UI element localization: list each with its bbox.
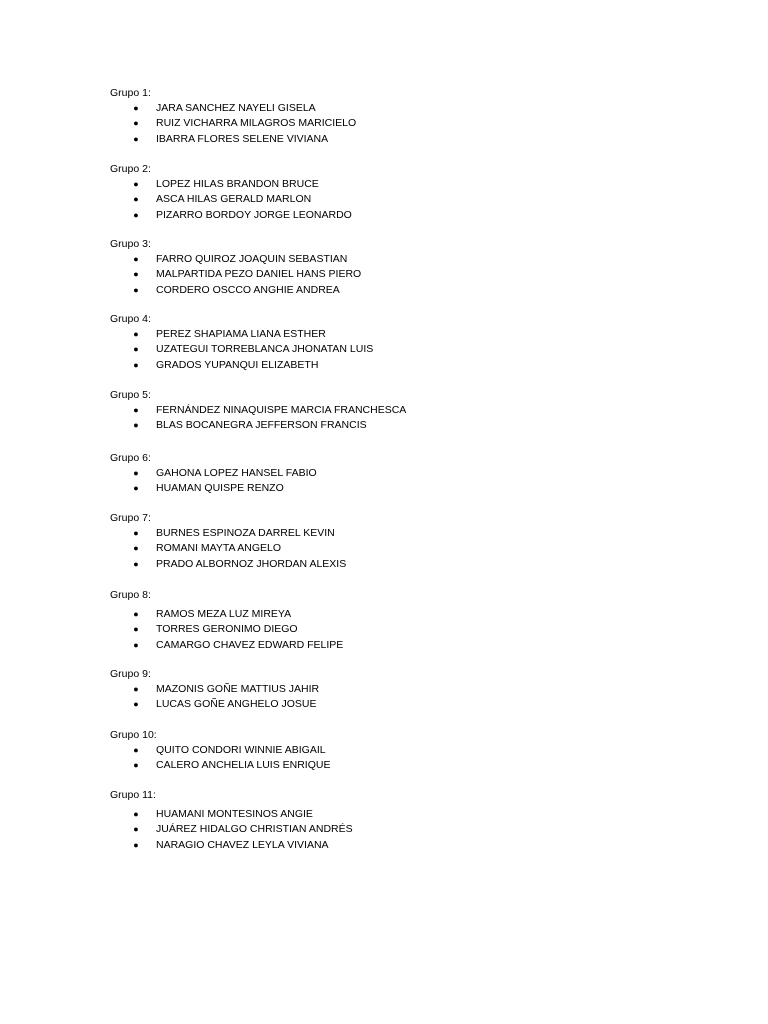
- list-item: [110, 252, 710, 267]
- group-title: Grupo 2:: [110, 163, 151, 175]
- list-item: [110, 327, 710, 342]
- member-name: GRADOS YUPANQUI ELIZABETH: [156, 358, 319, 371]
- member-name: GAHONA LOPEZ HANSEL FABIO: [156, 467, 317, 479]
- list-item: [110, 807, 710, 822]
- group-6: [110, 451, 710, 497]
- bullet-icon: ●: [133, 639, 139, 650]
- member-list: [110, 466, 710, 497]
- list-item: [110, 342, 710, 357]
- bullet-icon: ●: [133, 745, 139, 755]
- member-list: [110, 743, 710, 774]
- member-name: JARA SANCHEZ NAYELI GISELA: [156, 102, 316, 114]
- list-item: [110, 682, 710, 697]
- member-name: IBARRA FLORES SELENE VIVIANA: [156, 132, 329, 145]
- member-name: ASCA HILAS GERALD MARLON: [156, 193, 312, 206]
- member-name: QUITO CONDORI WINNIE ABIGAIL: [156, 744, 326, 756]
- member-name: MALPARTIDA PEZO DANIEL HANS PIERO: [156, 268, 362, 281]
- member-name: PIZARRO BORDOY JORGE LEONARDO: [156, 208, 352, 221]
- list-item: [110, 622, 710, 637]
- bullet-icon: ●: [133, 558, 139, 569]
- member-list: [110, 526, 710, 572]
- member-list: [110, 177, 710, 223]
- bullet-icon: ●: [133, 468, 139, 478]
- member-name: HUAMANI MONTESINOS ANGIE: [156, 808, 313, 820]
- member-list: [110, 101, 710, 147]
- list-item: [110, 177, 710, 192]
- bullet-icon: ●: [133, 209, 139, 220]
- bullet-icon: ●: [133, 624, 139, 635]
- member-name: RUIZ VICHARRA MILAGROS MARICIELO: [156, 117, 357, 130]
- group-title: Grupo 10:: [110, 729, 157, 741]
- member-name: FERNÁNDEZ NINAQUISPE MARCIA FRANCHESCA: [156, 404, 407, 416]
- member-list: [110, 682, 710, 713]
- group-title: Grupo 5:: [110, 389, 151, 401]
- group-title: Grupo 6:: [110, 452, 151, 464]
- member-name: BURNES ESPINOZA DARREL KEVIN: [156, 527, 335, 539]
- bullet-icon: ●: [133, 284, 139, 295]
- bullet-icon: ●: [133, 483, 139, 494]
- list-item: [110, 822, 710, 837]
- group-5: [110, 388, 710, 434]
- member-name: HUAMAN QUISPE RENZO: [156, 482, 284, 495]
- list-item: [110, 267, 710, 282]
- member-name: NARAGIO CHAVEZ LEYLA VIVIANA: [156, 838, 329, 851]
- member-name: CALERO ANCHELIA LUIS ENRIQUE: [156, 759, 331, 772]
- bullet-icon: ●: [133, 329, 139, 339]
- member-name: UZATEGUI TORREBLANCA JHONATAN LUIS: [156, 343, 374, 356]
- list-item: [110, 838, 710, 853]
- bullet-icon: ●: [133, 118, 139, 129]
- list-item: [110, 557, 710, 572]
- list-item: [110, 481, 710, 496]
- list-item: [110, 101, 710, 116]
- list-item: [110, 758, 710, 773]
- bullet-icon: ●: [133, 699, 139, 710]
- bullet-icon: ●: [133, 359, 139, 370]
- member-list: [110, 252, 710, 298]
- group-title: Grupo 4:: [110, 313, 151, 325]
- member-name: LOPEZ HILAS BRANDON BRUCE: [156, 178, 319, 190]
- bullet-icon: ●: [133, 344, 139, 355]
- group-title: Grupo 3:: [110, 238, 151, 250]
- bullet-icon: ●: [133, 405, 139, 415]
- bullet-icon: ●: [133, 839, 139, 850]
- list-item: [110, 526, 710, 541]
- member-list: [110, 327, 710, 373]
- bullet-icon: ●: [133, 543, 139, 554]
- bullet-icon: ●: [133, 103, 139, 113]
- bullet-icon: ●: [133, 684, 139, 694]
- list-item: [110, 358, 710, 373]
- member-list: [110, 403, 710, 434]
- group-2: [110, 162, 710, 223]
- bullet-icon: ●: [133, 528, 139, 538]
- member-name: CORDERO OSCCO ANGHIE ANDREA: [156, 283, 340, 296]
- list-item: [110, 697, 710, 712]
- group-4: [110, 312, 710, 373]
- bullet-icon: ●: [133, 609, 139, 619]
- list-item: [110, 743, 710, 758]
- bullet-icon: ●: [133, 420, 139, 431]
- bullet-icon: ●: [133, 760, 139, 771]
- list-item: [110, 403, 710, 418]
- list-item: [110, 541, 710, 556]
- member-name: FARRO QUIROZ JOAQUIN SEBASTIAN: [156, 253, 348, 265]
- group-title: Grupo 9:: [110, 668, 151, 680]
- bullet-icon: ●: [133, 194, 139, 205]
- member-name: PRADO ALBORNOZ JHORDAN ALEXIS: [156, 557, 347, 570]
- list-item: [110, 638, 710, 653]
- member-list: [110, 607, 710, 653]
- list-item: [110, 208, 710, 223]
- member-name: MAZONIS GOÑE MATTIUS JAHIR: [156, 683, 320, 695]
- group-title: Grupo 11:: [110, 789, 156, 801]
- bullet-icon: ●: [133, 824, 139, 835]
- list-item: [110, 132, 710, 147]
- list-item: [110, 607, 710, 622]
- member-name: JUÁREZ HIDALGO CHRISTIAN ANDRÉS: [156, 823, 353, 836]
- group-title: Grupo 7:: [110, 512, 151, 524]
- member-name: ROMANI MAYTA ANGELO: [156, 542, 282, 555]
- list-item: [110, 116, 710, 131]
- group-9: [110, 667, 710, 713]
- list-item: [110, 283, 710, 298]
- bullet-icon: ●: [133, 269, 139, 280]
- member-name: LUCAS GOÑE ANGHELO JOSUE: [156, 698, 317, 711]
- group-title: Grupo 1:: [110, 87, 151, 99]
- member-name: BLAS BOCANEGRA JEFFERSON FRANCIS: [156, 419, 367, 432]
- group-title: Grupo 8:: [110, 589, 151, 601]
- member-name: RAMOS MEZA LUZ MIREYA: [156, 608, 292, 620]
- group-1: [110, 86, 710, 147]
- member-name: TORRES GERONIMO DIEGO: [156, 623, 298, 636]
- group-8: [110, 588, 710, 653]
- bullet-icon: ●: [133, 809, 139, 819]
- group-11: [110, 788, 710, 853]
- list-item: [110, 192, 710, 207]
- member-name: CAMARGO CHAVEZ EDWARD FELIPE: [156, 638, 344, 651]
- bullet-icon: ●: [133, 254, 139, 264]
- group-3: [110, 237, 710, 298]
- list-item: [110, 418, 710, 433]
- bullet-icon: ●: [133, 133, 139, 144]
- group-10: [110, 728, 710, 774]
- member-list: [110, 807, 710, 853]
- bullet-icon: ●: [133, 179, 139, 189]
- member-name: PEREZ SHAPIAMA LIANA ESTHER: [156, 328, 326, 340]
- list-item: [110, 466, 710, 481]
- group-7: [110, 511, 710, 572]
